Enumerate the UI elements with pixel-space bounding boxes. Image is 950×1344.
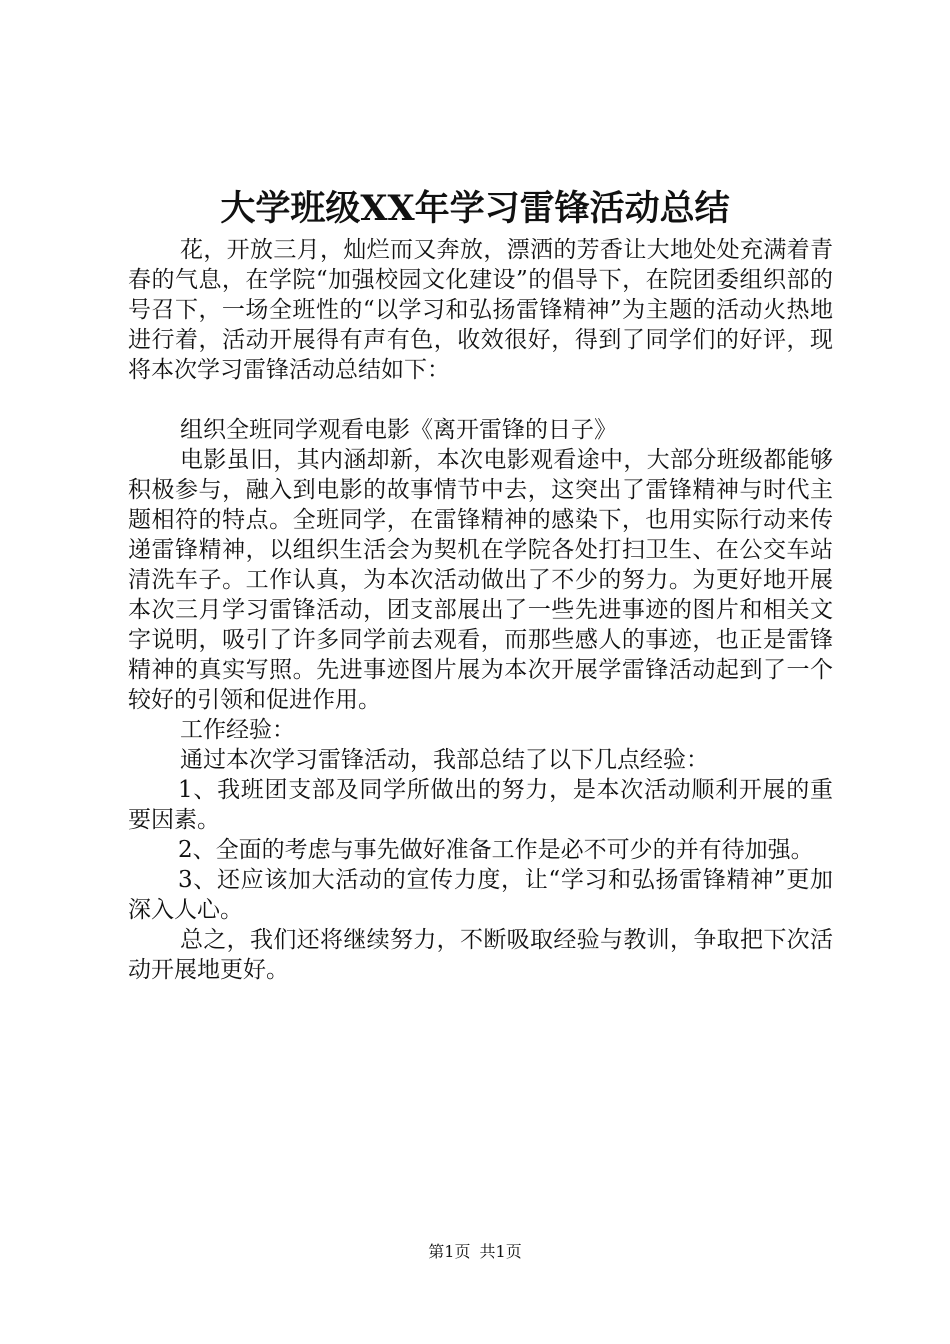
intro-paragraph: 花，开放三月，灿烂而又奔放，漂洒的芳香让大地处处充满着青春的气息，在学院“加强校园文化建设”的倡导下，在院团委组织部的号召下，一场全班性的“以学习和弘扬雷锋精神”为主题的活动火热地进行着，活动开展得有声有色，收效很好，得到了同学们的好评，现将本次学习雷锋活动总结如下： bbox=[128, 237, 833, 383]
movie-paragraph: 电影虽旧，其内涵却新，本次电影观看途中，大部分班级都能够积极参与，融入到电影的故事情节中去，这突出了雷锋精神与时代主题相符的特点。全班同学，在雷锋精神的感染下，也用实际行动来传递雷锋精神，以组织生活会为契机在学院各处打扫卫生、在公交车站清洗车子。工作认真，为本次活动做出了不少的努力。为更好地开展本次三月学习雷锋活动，团支部展出了一些先进事迹的图片和相关文字说明，吸引了许多同学前去观看，而那些感人的事迹，也正是雷锋精神的真实写照。先进事迹图片展为本次开展学雷锋活动起到了一个较好的引领和促进作用。 bbox=[128, 447, 833, 713]
page-footer bbox=[0, 1242, 950, 1262]
page-number: 第1页 bbox=[428, 1242, 471, 1261]
experience-item-1: 1、我班团支部及同学所做出的努力，是本次活动顺利开展的重要因素。 bbox=[128, 777, 833, 833]
document-title: 大学班级XX年学习雷锋活动总结 bbox=[220, 188, 730, 229]
document-body bbox=[128, 235, 833, 985]
experience-intro: 通过本次学习雷锋活动，我部总结了以下几点经验： bbox=[180, 747, 709, 773]
conclusion-paragraph: 总之，我们还将继续努力，不断吸取经验与教训，争取把下次活动开展地更好。 bbox=[128, 927, 833, 983]
section-heading-movie: 组织全班同学观看电影《离开雷锋的日子》 bbox=[180, 417, 617, 443]
section-heading-experience: 工作经验： bbox=[180, 717, 295, 743]
experience-item-3: 3、还应该加大活动的宣传力度，让“学习和弘扬雷锋精神”更加深入人心。 bbox=[128, 867, 833, 923]
experience-item-2: 2、全面的考虑与事先做好准备工作是必不可少的并有待加强。 bbox=[178, 837, 814, 863]
page-total: 共1页 bbox=[479, 1242, 522, 1261]
